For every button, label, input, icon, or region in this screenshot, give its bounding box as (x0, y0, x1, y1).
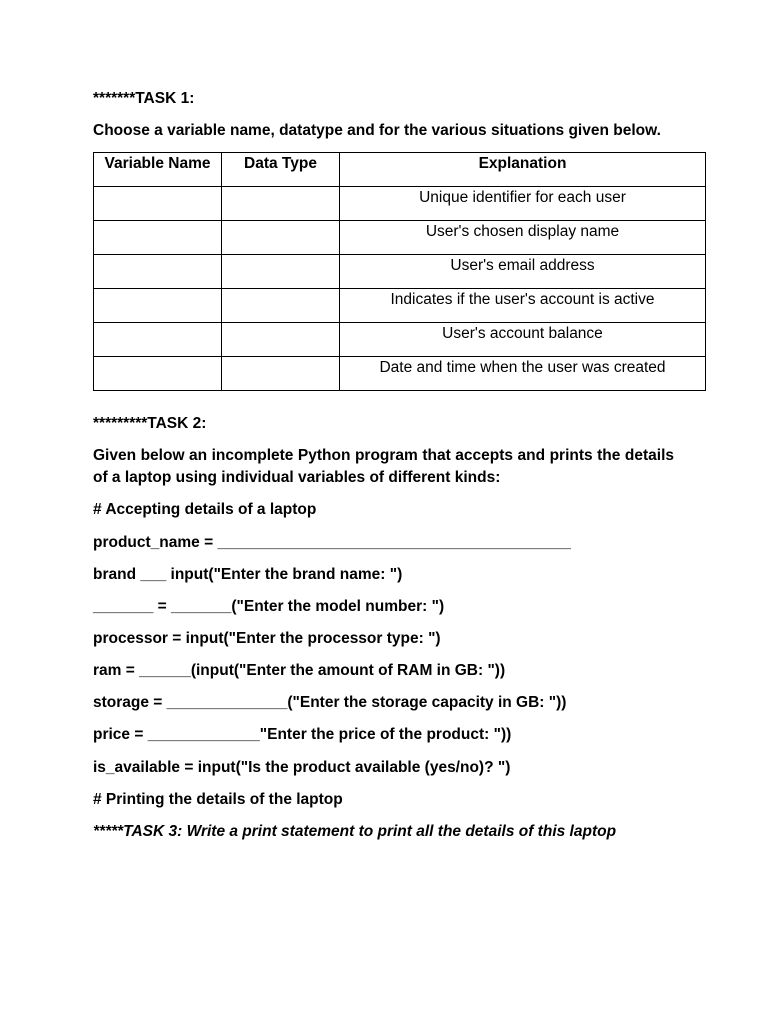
variable-name-cell (94, 187, 222, 221)
explanation-cell: Unique identifier for each user (340, 187, 706, 221)
variables-table (93, 152, 706, 391)
table-row (94, 187, 706, 221)
task1-heading: *******TASK 1: (93, 90, 195, 107)
data-type-cell (222, 357, 340, 391)
task1-instruction: Choose a variable name, datatype and for the various situations given below. (93, 122, 661, 139)
table-row (94, 255, 706, 289)
code-line: processor = input("Enter the processor type: ") (93, 630, 441, 647)
code-line: _______ = _______("Enter the model number: ") (93, 598, 445, 615)
task2-description: Given below an incomplete Python program that accepts and prints the details of a laptop using individual variables of different kinds: (93, 447, 674, 486)
header-data-type: Data Type (222, 153, 340, 187)
code-line: is_available = input("Is the product available (yes/no)? ") (93, 759, 511, 776)
task2-heading: *********TASK 2: (93, 415, 207, 432)
code-line: product_name = _________________________________________ (93, 534, 571, 551)
variable-name-cell (94, 289, 222, 323)
variable-name-cell (94, 357, 222, 391)
task3-text: *****TASK 3: Write a print statement to print all the details of this laptop (93, 823, 617, 840)
data-type-cell (222, 289, 340, 323)
explanation-cell: Indicates if the user's account is active (340, 289, 706, 323)
data-type-cell (222, 187, 340, 221)
header-explanation: Explanation (340, 153, 706, 187)
table-header-row (94, 153, 706, 187)
data-type-cell (222, 221, 340, 255)
code-line: storage = ______________("Enter the storage capacity in GB: ")) (93, 694, 567, 711)
table-row (94, 357, 706, 391)
code-line: brand ___ input("Enter the brand name: ") (93, 566, 403, 583)
explanation-cell: User's email address (340, 255, 706, 289)
explanation-cell: User's chosen display name (340, 221, 706, 255)
variable-name-cell (94, 323, 222, 357)
table-row (94, 323, 706, 357)
table-row (94, 289, 706, 323)
explanation-cell: User's account balance (340, 323, 706, 357)
code-line: price = _____________"Enter the price of the product: ")) (93, 726, 512, 743)
table-row (94, 221, 706, 255)
variable-name-cell (94, 255, 222, 289)
data-type-cell (222, 323, 340, 357)
code-line: # Accepting details of a laptop (93, 501, 317, 518)
header-variable-name: Variable Name (94, 153, 222, 187)
data-type-cell (222, 255, 340, 289)
code-line: ram = ______(input("Enter the amount of RAM in GB: ")) (93, 662, 506, 679)
variable-name-cell (94, 221, 222, 255)
explanation-cell: Date and time when the user was created (340, 357, 706, 391)
code-line: # Printing the details of the laptop (93, 791, 343, 808)
